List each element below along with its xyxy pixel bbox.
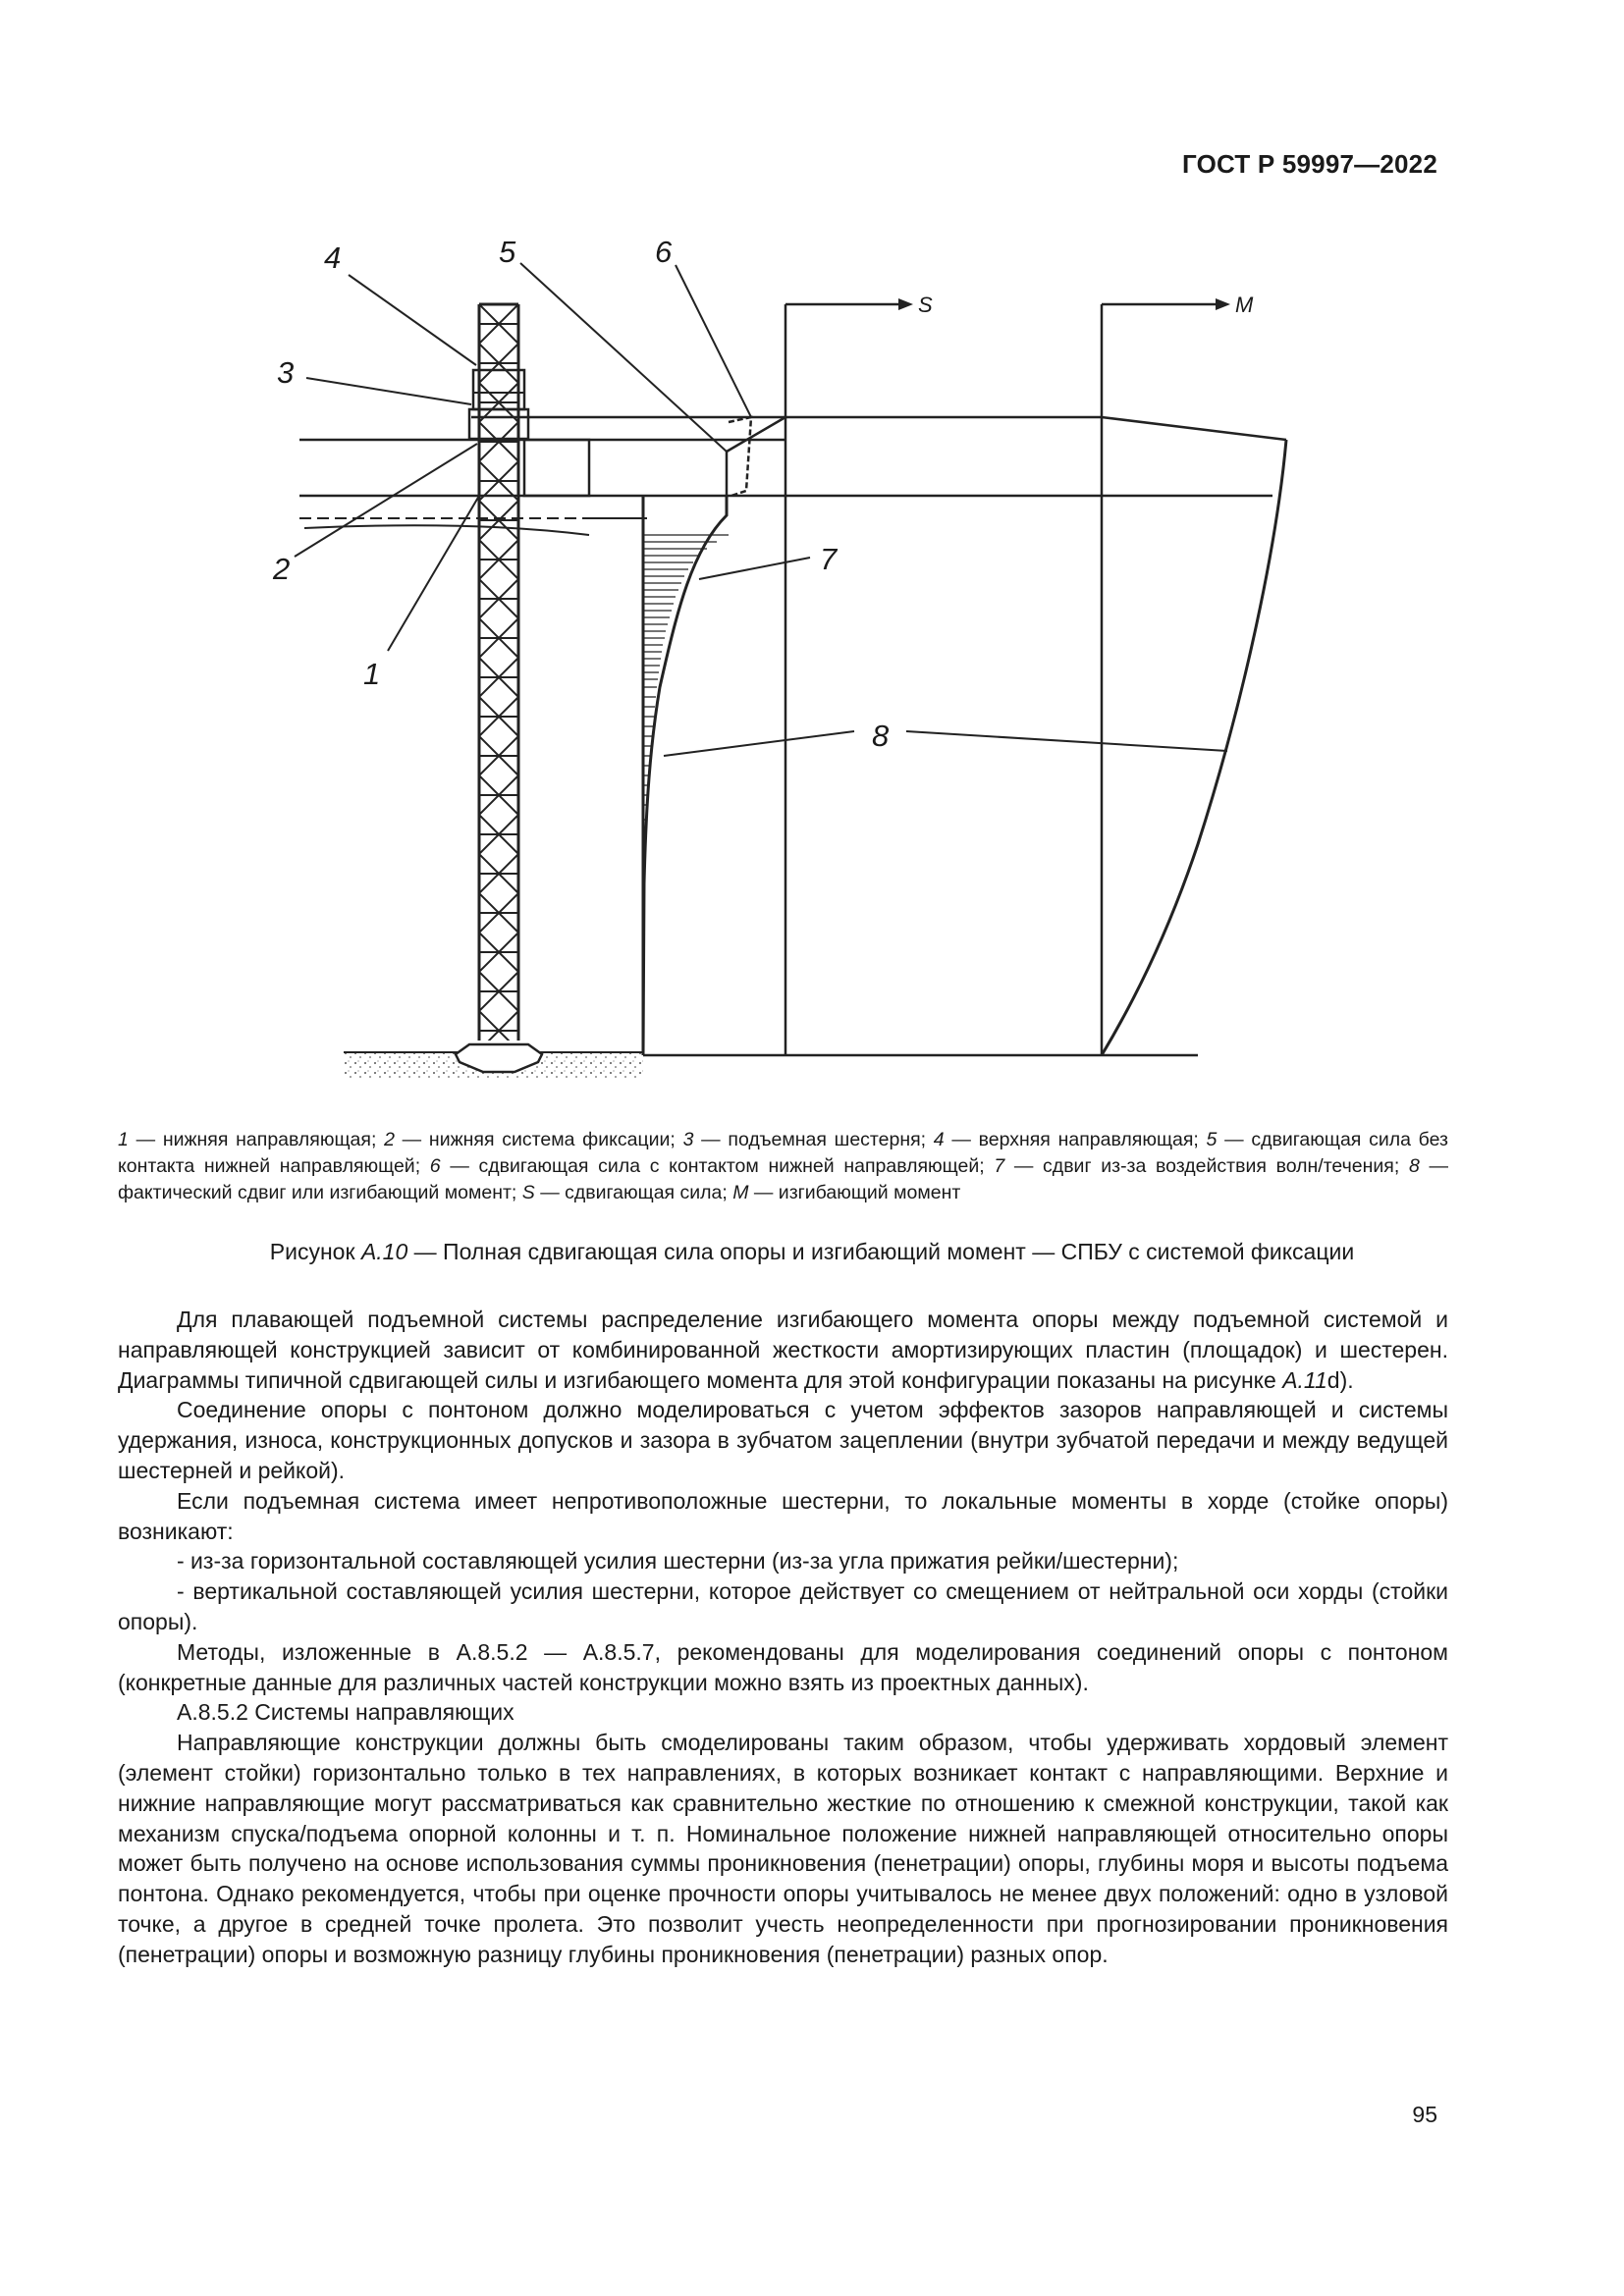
- paragraph-6: Методы, изложенные в А.8.5.2 — А.8.5.7, рекомендованы для моделирования соединений опоры с понтоном (конкретные данные для различных частей конструкции можно взять из проектных данных).: [118, 1638, 1448, 1695]
- body-text: [118, 1305, 1448, 1970]
- label-3: 3: [277, 355, 295, 390]
- figure-diagram: [0, 0, 1624, 1099]
- moment-curve: [1102, 440, 1286, 1055]
- leg-column: [479, 304, 518, 1041]
- caption-title: — Полная сдвигающая сила опоры и изгибающий момент — СПБУ с системой фиксации: [407, 1239, 1355, 1264]
- legend-text-S: — сдвигающая сила;: [534, 1182, 733, 1203]
- legend-num-8: 8: [1408, 1155, 1420, 1177]
- caption-number: А.10: [360, 1239, 408, 1264]
- label-8: 8: [872, 719, 890, 753]
- legend-num-3: 3: [682, 1129, 694, 1150]
- hull-pontoon: [299, 417, 785, 496]
- document-id: ГОСТ Р 59997—2022: [1182, 149, 1437, 179]
- shear-curve: [643, 496, 727, 1055]
- legend-num-2: 2: [384, 1129, 395, 1150]
- figure-ref: А.11: [1282, 1366, 1327, 1393]
- legend-text-5: — сдвигающая сила без контакта нижней направляющей;: [118, 1129, 1448, 1177]
- label-4: 4: [324, 240, 342, 275]
- paragraph-1-text: Для плавающей подъемной системы распределение изгибающего момента опоры между подъемной системой и направляющей конструкцией зависит от комбинированной жесткости амортизирующих пластин (площадок) и шестерен. Диаграммы типичной сдвигающей силы и изгибающего момента для этой конфигурации показаны на рисунке: [118, 1307, 1448, 1393]
- label-S: S: [918, 293, 933, 317]
- legend-num-4: 4: [933, 1129, 945, 1150]
- figure-caption: [0, 1239, 1624, 1265]
- paragraph-8: Направляющие конструкции должны быть смоделированы таким образом, чтобы удерживать хордовый элемент (элемент стойки) горизонтально только в тех направлениях, в которых возникает контакт с направляющими. Верхние и нижние направляющие могут рассматриваться как сравнительно жесткие по отношению к смежной конструкции, такой как механизм спуска/подъема опорной колонны и т. п. Номинальное положение нижней направляющей относительно опоры может быть получено на основе использования суммы проникновения (пенетрации) опоры, глубины моря и высоты подъема понтона. Однако рекомендуется, чтобы при оценке прочности опоры учитывалось не менее двух положений: одно в узловой точке, а другое в средней точке пролета. Это позволит учесть неопределенности при прогнозировании проникновения (пенетрации) опоры и возможную разницу глубины проникновения (пенетрации) разных опор.: [118, 1730, 1448, 1967]
- label-2: 2: [273, 552, 291, 586]
- paragraph-4: - из-за горизонтальной составляющей усилия шестерни (из-за угла прижатия рейки/шестерни);: [177, 1548, 1179, 1575]
- legend-text-3: — подъемная шестерня;: [693, 1129, 934, 1150]
- legend-num-7: 7: [994, 1155, 1005, 1177]
- paragraph-5: - вертикальной составляющей усилия шестерни, которое действует со смещением от нейтральной оси хорды (стойки опоры).: [118, 1578, 1448, 1634]
- label-1: 1: [363, 657, 381, 691]
- paragraph-2: Соединение опоры с понтоном должно моделироваться с учетом эффектов зазоров направляющей и системы удержания, износа, конструкционных допусков и зазора в зубчатом зацеплении (внутри зубчатой передачи и между ведущей шестерней и рейкой).: [118, 1397, 1448, 1483]
- legend-text-4: — верхняя направляющая;: [944, 1129, 1207, 1150]
- legend-text-2: — нижняя система фиксации;: [394, 1129, 683, 1150]
- paragraph-3: Если подъемная система имеет непротивоположные шестерни, то локальные моменты в хорде (стойке опоры) возникают:: [118, 1487, 1448, 1544]
- label-6: 6: [655, 235, 673, 269]
- legend-text-6: — сдвигающая сила с контактом нижней направляющей;: [440, 1155, 995, 1177]
- label-M: M: [1235, 293, 1254, 317]
- leader-lines: [295, 263, 1227, 756]
- legend-num-5: 5: [1206, 1129, 1218, 1150]
- legend-text-1: — нижняя направляющая;: [128, 1129, 385, 1150]
- legend-text-8: — фактический сдвиг или изгибающий момент;: [118, 1155, 1448, 1203]
- legend-num-M: M: [732, 1182, 749, 1203]
- paragraph-1: [118, 1305, 1448, 1395]
- page-number: 95: [1412, 2102, 1437, 2127]
- legend-num-1: 1: [118, 1129, 129, 1150]
- paragraph-1-tail: d).: [1326, 1366, 1354, 1393]
- legend-num-S: S: [521, 1182, 535, 1203]
- section-heading: А.8.5.2 Системы направляющих: [177, 1699, 514, 1726]
- caption-prefix: Рисунок: [269, 1239, 361, 1264]
- legend-num-6: 6: [429, 1155, 441, 1177]
- legend-text-M: — изгибающий момент: [748, 1182, 961, 1203]
- label-5: 5: [499, 235, 516, 269]
- label-7: 7: [820, 542, 838, 576]
- legend-text-7: — сдвиг из-за воздействия волн/течения;: [1004, 1155, 1409, 1177]
- figure-legend: [118, 1127, 1448, 1206]
